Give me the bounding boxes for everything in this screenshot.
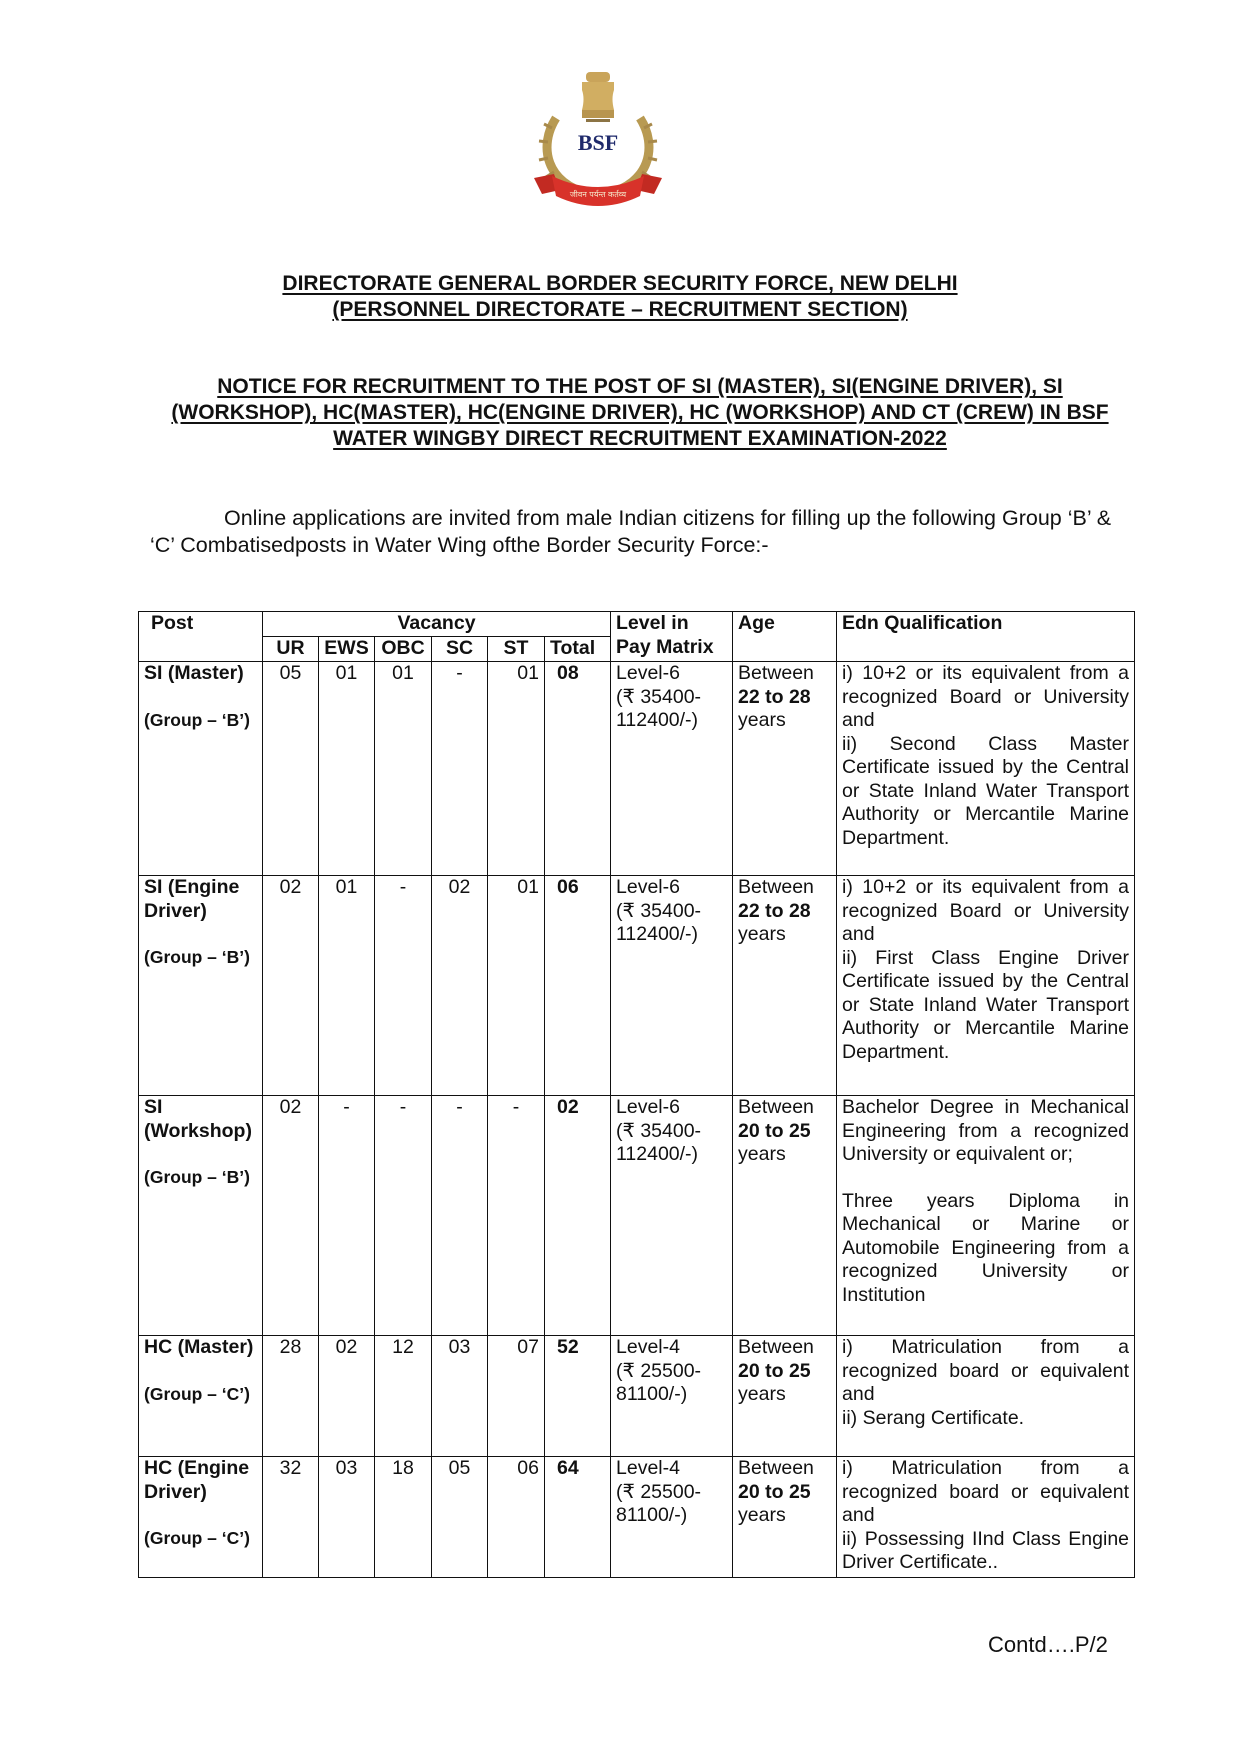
bsf-logo <box>528 66 668 208</box>
obc-count: 12 <box>375 1336 432 1457</box>
age-range: 20 to 25 <box>738 1359 811 1382</box>
directorate-heading: DIRECTORATE GENERAL BORDER SECURITY FORCE, NEW DELHI <box>282 272 958 295</box>
qualification-line-2: ii) Serang Certificate. <box>842 1406 1025 1429</box>
obc-count: 01 <box>375 662 432 876</box>
total-count: 06 <box>545 876 611 1096</box>
header-level: Level in Pay Matrix <box>611 612 733 662</box>
svg-text:जीवन पर्यन्त कर्तव्य: जीवन पर्यन्त कर्तव्य <box>569 190 627 199</box>
qualification-cell <box>837 1457 1135 1578</box>
header-obc: OBC <box>375 637 432 662</box>
pay-range: (₹ 25500-81100/-) <box>616 1480 702 1526</box>
bsf-emblem-icon <box>528 66 668 208</box>
table-row <box>139 662 1135 876</box>
intro-paragraph: Online applications are invited from male Indian citizens for filling up the following Group ‘B’ & ‘C’ Combatisedposts in Water Wing ofthe Border Security Force:- <box>150 506 1112 557</box>
ur-count: 32 <box>263 1457 319 1578</box>
age-range: 22 to 28 <box>738 685 811 708</box>
qualification-cell <box>837 876 1135 1096</box>
ur-count: 02 <box>263 876 319 1096</box>
post-cell <box>139 1096 263 1336</box>
obc-count: - <box>375 876 432 1096</box>
age-range: 20 to 25 <box>738 1119 811 1142</box>
ur-count: 28 <box>263 1336 319 1457</box>
pay-level-cell <box>611 1457 733 1578</box>
header-st: ST <box>488 637 545 662</box>
post-cell <box>139 876 263 1096</box>
age-range: 20 to 25 <box>738 1480 811 1503</box>
post-name: SI (Workshop) <box>144 1096 252 1142</box>
post-group: (Group – ‘B’) <box>144 709 250 730</box>
age-range: 22 to 28 <box>738 899 811 922</box>
table-row <box>139 1457 1135 1578</box>
pay-level: Level-6 <box>616 662 680 684</box>
header-edn: Edn Qualification <box>837 612 1135 662</box>
age-cell <box>733 1096 837 1336</box>
st-count: 06 <box>488 1457 545 1578</box>
table-row <box>139 1336 1135 1457</box>
sc-count: 02 <box>432 876 488 1096</box>
pay-level-cell <box>611 1336 733 1457</box>
age-prefix: Between <box>738 1336 814 1358</box>
qualification-line-2: ii) Second Class Master Certificate issued by the Central or State Inland Water Transport Authority or Mercantile Marine Department. <box>842 732 1130 849</box>
ews-count: 02 <box>319 1336 375 1457</box>
header-ews: EWS <box>319 637 375 662</box>
sc-count: - <box>432 662 488 876</box>
table-row <box>139 1096 1135 1336</box>
qualification-cell <box>837 1096 1135 1336</box>
sc-count: 05 <box>432 1457 488 1578</box>
pay-level-cell <box>611 1096 733 1336</box>
total-count: 08 <box>545 662 611 876</box>
post-cell <box>139 1457 263 1578</box>
qualification-line-2: ii) Possessing IInd Class Engine Driver Certificate.. <box>842 1527 1130 1573</box>
pay-level: Level-6 <box>616 1096 680 1118</box>
post-cell <box>139 1336 263 1457</box>
age-suffix: years <box>738 1143 786 1165</box>
obc-count: - <box>375 1096 432 1336</box>
post-group: (Group – ‘B’) <box>144 947 250 967</box>
total-count: 64 <box>545 1457 611 1578</box>
section-heading: (PERSONNEL DIRECTORATE – RECRUITMENT SECTION) <box>332 298 908 321</box>
pay-level-cell <box>611 876 733 1096</box>
age-cell <box>733 876 837 1096</box>
age-suffix: years <box>738 709 786 731</box>
age-prefix: Between <box>738 1096 814 1118</box>
total-count: 52 <box>545 1336 611 1457</box>
sc-count: - <box>432 1096 488 1336</box>
post-name: HC (Master) <box>144 1336 254 1358</box>
ews-count: 01 <box>319 662 375 876</box>
notice-title: NOTICE FOR RECRUITMENT TO THE POST OF SI (MASTER), SI(ENGINE DRIVER), SI (WORKSHOP), HC(MASTER), HC(ENGINE DRIVER), HC (WORKSHOP) AND CT (CREW) IN BSF WATER WINGBY DIRECT RECRUITMENT EXAMINATION-2022 <box>171 375 1109 450</box>
age-prefix: Between <box>738 662 814 684</box>
total-count: 02 <box>545 1096 611 1336</box>
svg-text:BSF: BSF <box>577 130 619 155</box>
age-prefix: Between <box>738 876 814 898</box>
qualification-line-1: i) 10+2 or its equivalent from a recognized Board or University and <box>842 662 1130 731</box>
qualification-line-2: ii) First Class Engine Driver Certificate issued by the Central or State Inland Water Transport Authority or Mercantile Marine Department. <box>842 946 1130 1063</box>
continued-marker: Contd….P/2 <box>988 1632 1108 1657</box>
age-cell <box>733 1457 837 1578</box>
pay-range: (₹ 35400-112400/-) <box>616 899 702 945</box>
st-count: - <box>488 1096 545 1336</box>
age-prefix: Between <box>738 1457 814 1479</box>
post-group: (Group – ‘C’) <box>144 1383 250 1404</box>
header-ur: UR <box>263 637 319 662</box>
pay-level-cell <box>611 662 733 876</box>
post-name: SI (Engine Driver) <box>144 876 240 922</box>
qualification-cell <box>837 1336 1135 1457</box>
pay-level: Level-4 <box>616 1457 680 1479</box>
st-count: 07 <box>488 1336 545 1457</box>
header-post: Post <box>139 612 263 662</box>
sc-count: 03 <box>432 1336 488 1457</box>
post-name: HC (Engine Driver) <box>144 1457 250 1503</box>
qualification-line-1: i) Matriculation from a recognized board or equivalent and <box>842 1457 1130 1526</box>
header-age: Age <box>733 612 837 662</box>
pay-range: (₹ 35400-112400/-) <box>616 1119 702 1165</box>
qualification-line-1: Bachelor Degree in Mechanical Engineering from a recognized University or equivalent or; <box>842 1096 1130 1165</box>
qualification-cell <box>837 662 1135 876</box>
vacancy-table <box>138 611 1135 1578</box>
st-count: 01 <box>488 662 545 876</box>
pay-range: (₹ 35400-112400/-) <box>616 685 702 731</box>
age-suffix: years <box>738 1504 786 1526</box>
pay-range: (₹ 25500-81100/-) <box>616 1359 702 1405</box>
header-vacancy: Vacancy <box>263 612 611 637</box>
st-count: 01 <box>488 876 545 1096</box>
ur-count: 05 <box>263 662 319 876</box>
age-suffix: years <box>738 1383 786 1405</box>
qualification-line-1: i) 10+2 or its equivalent from a recognized Board or University and <box>842 876 1130 945</box>
pay-level: Level-6 <box>616 876 680 898</box>
post-name: SI (Master) <box>144 662 244 684</box>
ur-count: 02 <box>263 1096 319 1336</box>
post-group: (Group – ‘C’) <box>144 1528 250 1548</box>
obc-count: 18 <box>375 1457 432 1578</box>
post-group: (Group – ‘B’) <box>144 1167 250 1187</box>
post-cell <box>139 662 263 876</box>
age-suffix: years <box>738 923 786 945</box>
qualification-line-2: Three years Diploma in Mechanical or Marine or Automobile Engineering from a recognized University or Institution <box>842 1189 1130 1306</box>
ews-count: 01 <box>319 876 375 1096</box>
table-row <box>139 876 1135 1096</box>
age-cell <box>733 662 837 876</box>
pay-level: Level-4 <box>616 1336 680 1358</box>
header-sc: SC <box>432 637 488 662</box>
qualification-line-1: i) Matriculation from a recognized board or equivalent and <box>842 1336 1130 1405</box>
header-total: Total <box>545 637 611 662</box>
age-cell <box>733 1336 837 1457</box>
ews-count: 03 <box>319 1457 375 1578</box>
ews-count: - <box>319 1096 375 1336</box>
